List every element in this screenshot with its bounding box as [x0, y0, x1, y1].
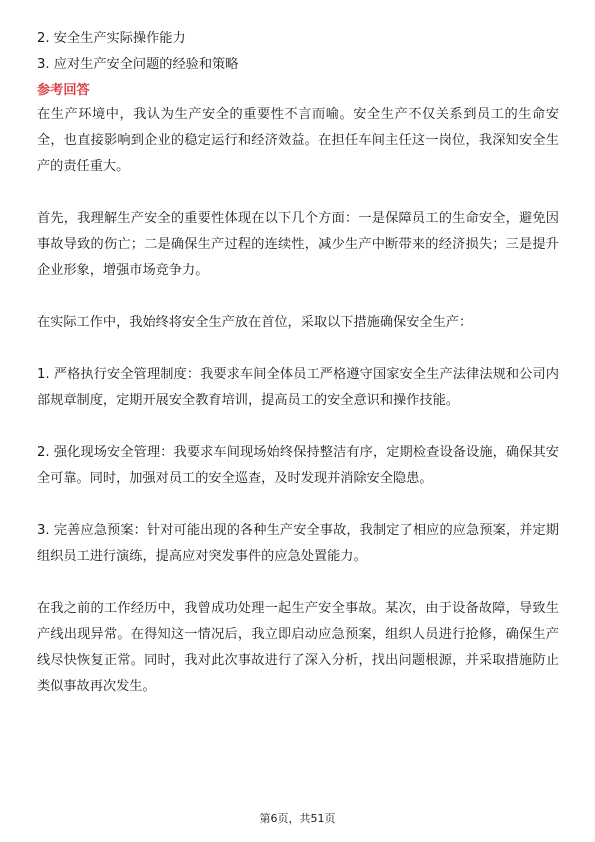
paragraph: 3. 完善应急预案：针对可能出现的各种生产安全事故，我制定了相应的应急预案，并定期组织员工进行演练，提高应对突发事件的应急处置能力。: [37, 523, 559, 564]
paragraph: 在生产环境中，我认为生产安全的重要性不言而喻。安全生产不仅关系到员工的生命安全，也直接影响到企业的稳定运行和经济效益。在担任车间主任这一岗位，我深知安全生产的责任重大。: [37, 107, 559, 174]
page-footer: 第6页，共51页: [259, 812, 336, 825]
list-item: 3. 应对生产安全问题的经验和策略: [37, 57, 239, 72]
answer-heading: 参考回答: [37, 83, 90, 98]
paragraph: 在实际工作中，我始终将安全生产放在首位，采取以下措施确保安全生产：: [37, 315, 473, 330]
paragraph: 在我之前的工作经历中，我曾成功处理一起生产安全事故。某次，由于设备故障，导致生产线出现异常。在得知这一情况后，我立即启动应急预案，组织人员进行抢修，确保生产线尽快恢复正常。同时，我对此次事故进行了深入分析，找出问题根源，并采取措施防止类似事故再次发生。: [37, 601, 559, 694]
list-item: 2. 安全生产实际操作能力: [37, 31, 186, 46]
paragraph: 1. 严格执行安全管理制度：我要求车间全体员工严格遵守国家安全生产法律法规和公司内部规章制度，定期开展安全教育培训，提高员工的安全意识和操作技能。: [37, 367, 559, 408]
page-content: [37, 26, 559, 726]
paragraph: 2. 强化现场安全管理：我要求车间现场始终保持整洁有序，定期检查设备设施，确保其安全可靠。同时，加强对员工的安全巡查，及时发现并消除安全隐患。: [37, 445, 559, 486]
paragraph: 首先，我理解生产安全的重要性体现在以下几个方面：一是保障员工的生命安全，避免因事故导致的伤亡；二是确保生产过程的连续性，减少生产中断带来的经济损失；三是提升企业形象，增强市场竞争力。: [37, 211, 559, 278]
